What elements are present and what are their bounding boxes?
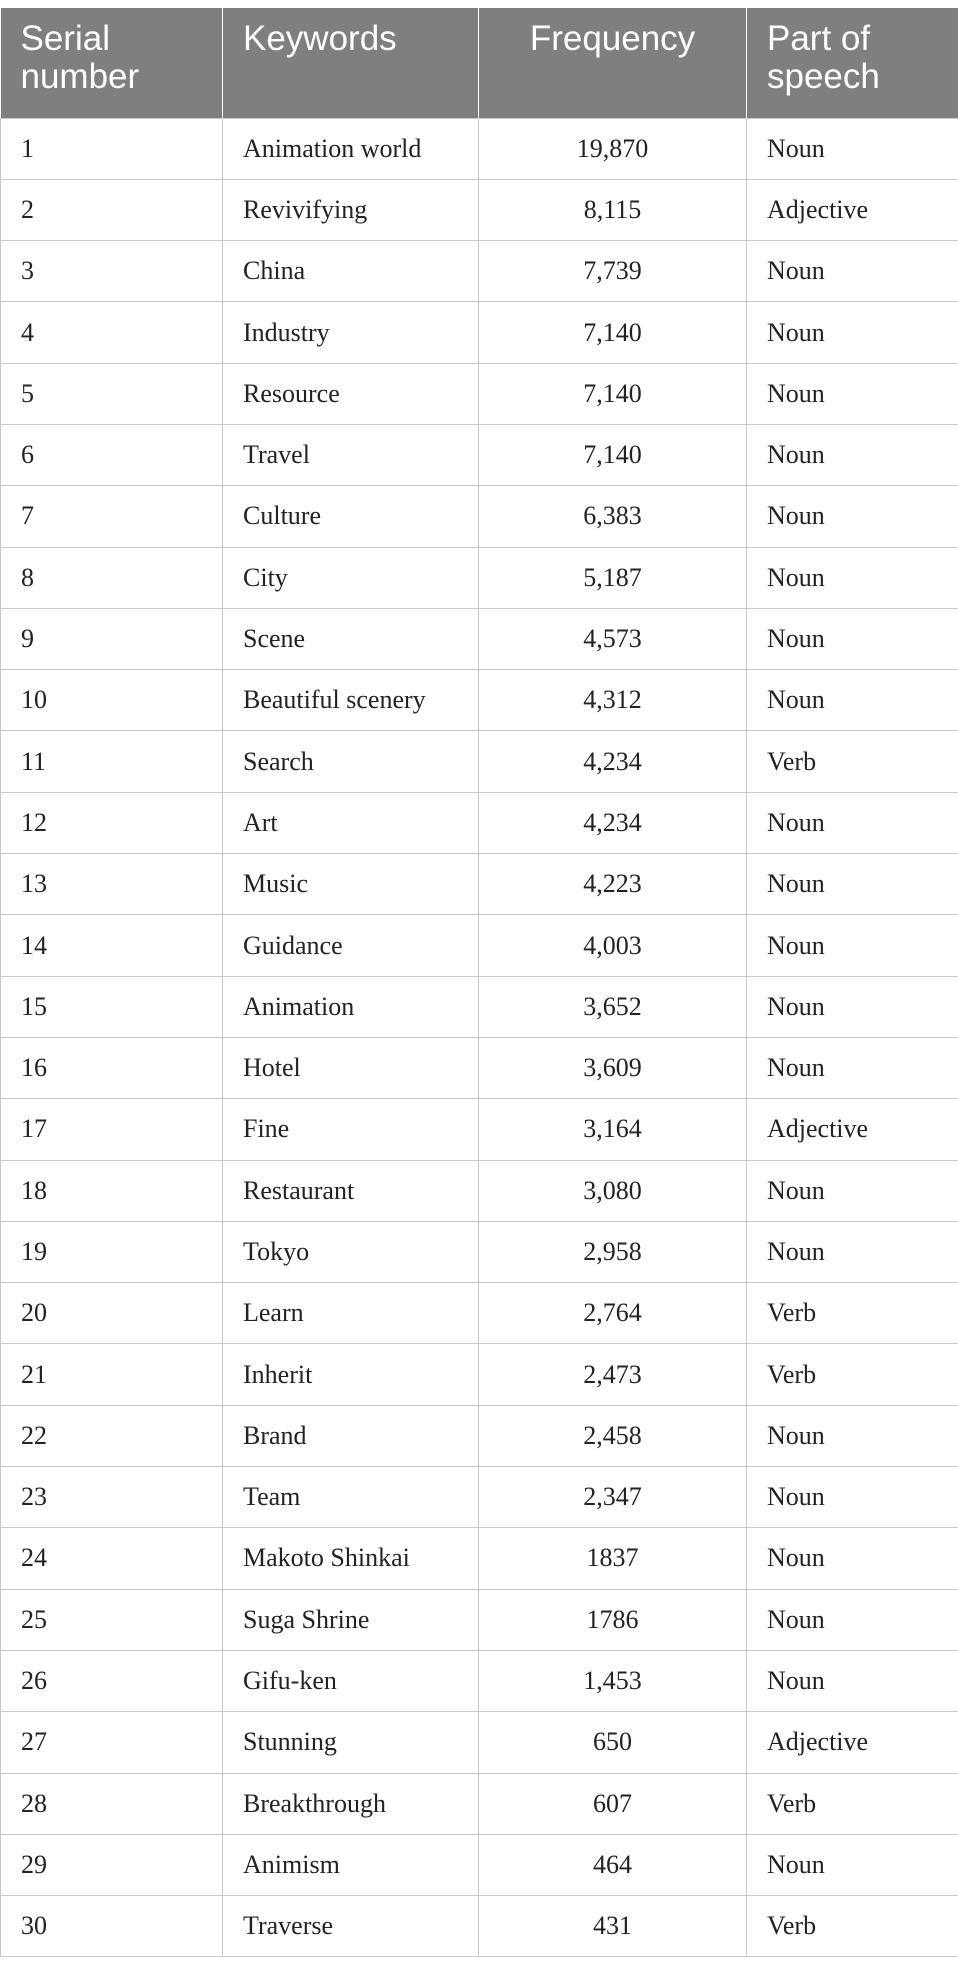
keyword-frequency-table [0, 8, 958, 1957]
table-row [1, 976, 958, 1037]
cell-keyword: City [223, 547, 479, 608]
cell-frequency: 3,652 [479, 976, 747, 1037]
cell-part-of-speech: Noun [747, 1528, 958, 1589]
cell-frequency: 4,003 [479, 915, 747, 976]
cell-frequency: 3,080 [479, 1160, 747, 1221]
cell-part-of-speech: Adjective [747, 179, 958, 240]
table-row [1, 1528, 958, 1589]
cell-frequency: 4,312 [479, 670, 747, 731]
cell-keyword: Brand [223, 1405, 479, 1466]
table-row [1, 792, 958, 853]
cell-part-of-speech: Adjective [747, 1099, 958, 1160]
cell-keyword: Traverse [223, 1896, 479, 1957]
cell-frequency: 19,870 [479, 118, 747, 179]
cell-part-of-speech: Noun [747, 976, 958, 1037]
cell-frequency: 2,764 [479, 1283, 747, 1344]
cell-frequency: 4,223 [479, 854, 747, 915]
cell-serial-number: 21 [1, 1344, 223, 1405]
cell-part-of-speech: Noun [747, 915, 958, 976]
cell-frequency: 464 [479, 1834, 747, 1895]
cell-serial-number: 14 [1, 915, 223, 976]
cell-keyword: Culture [223, 486, 479, 547]
cell-keyword: China [223, 241, 479, 302]
cell-keyword: Team [223, 1467, 479, 1528]
cell-serial-number: 7 [1, 486, 223, 547]
cell-frequency: 5,187 [479, 547, 747, 608]
cell-frequency: 4,234 [479, 731, 747, 792]
cell-keyword: Restaurant [223, 1160, 479, 1221]
cell-serial-number: 10 [1, 670, 223, 731]
cell-keyword: Beautiful scenery [223, 670, 479, 731]
cell-serial-number: 12 [1, 792, 223, 853]
cell-part-of-speech: Noun [747, 1405, 958, 1466]
table-row [1, 608, 958, 669]
cell-serial-number: 13 [1, 854, 223, 915]
cell-frequency: 1786 [479, 1589, 747, 1650]
cell-keyword: Inherit [223, 1344, 479, 1405]
header-part-of-speech: Part of speech [747, 8, 958, 118]
cell-serial-number: 1 [1, 118, 223, 179]
table-header [1, 8, 958, 118]
table-body [1, 118, 958, 1957]
cell-keyword: Resource [223, 363, 479, 424]
cell-part-of-speech: Noun [747, 302, 958, 363]
cell-part-of-speech: Noun [747, 424, 958, 485]
table-row [1, 1467, 958, 1528]
cell-part-of-speech: Verb [747, 731, 958, 792]
cell-frequency: 2,347 [479, 1467, 747, 1528]
cell-part-of-speech: Verb [747, 1896, 958, 1957]
cell-keyword: Gifu-ken [223, 1650, 479, 1711]
cell-frequency: 7,140 [479, 363, 747, 424]
cell-part-of-speech: Noun [747, 1221, 958, 1282]
cell-part-of-speech: Noun [747, 1834, 958, 1895]
cell-serial-number: 30 [1, 1896, 223, 1957]
cell-serial-number: 17 [1, 1099, 223, 1160]
cell-part-of-speech: Noun [747, 608, 958, 669]
cell-keyword: Music [223, 854, 479, 915]
table-row [1, 1405, 958, 1466]
cell-frequency: 7,739 [479, 241, 747, 302]
cell-part-of-speech: Noun [747, 1467, 958, 1528]
cell-keyword: Scene [223, 608, 479, 669]
cell-keyword: Art [223, 792, 479, 853]
cell-keyword: Suga Shrine [223, 1589, 479, 1650]
cell-keyword: Animation [223, 976, 479, 1037]
cell-keyword: Hotel [223, 1037, 479, 1098]
header-keywords: Keywords [223, 8, 479, 118]
cell-part-of-speech: Noun [747, 670, 958, 731]
cell-part-of-speech: Verb [747, 1344, 958, 1405]
cell-serial-number: 15 [1, 976, 223, 1037]
table-row [1, 302, 958, 363]
table-row [1, 915, 958, 976]
table-row [1, 1099, 958, 1160]
cell-serial-number: 5 [1, 363, 223, 424]
table-row [1, 1589, 958, 1650]
cell-part-of-speech: Noun [747, 1037, 958, 1098]
cell-frequency: 8,115 [479, 179, 747, 240]
keyword-frequency-table-container [0, 8, 958, 1957]
cell-keyword: Guidance [223, 915, 479, 976]
cell-serial-number: 29 [1, 1834, 223, 1895]
cell-part-of-speech: Noun [747, 241, 958, 302]
table-row [1, 547, 958, 608]
cell-part-of-speech: Noun [747, 547, 958, 608]
cell-serial-number: 28 [1, 1773, 223, 1834]
cell-serial-number: 11 [1, 731, 223, 792]
cell-part-of-speech: Noun [747, 1650, 958, 1711]
cell-keyword: Industry [223, 302, 479, 363]
cell-serial-number: 8 [1, 547, 223, 608]
table-row [1, 1344, 958, 1405]
cell-keyword: Tokyo [223, 1221, 479, 1282]
cell-keyword: Animation world [223, 118, 479, 179]
cell-part-of-speech: Noun [747, 486, 958, 547]
table-row [1, 424, 958, 485]
cell-serial-number: 27 [1, 1712, 223, 1773]
cell-frequency: 431 [479, 1896, 747, 1957]
cell-frequency: 3,164 [479, 1099, 747, 1160]
cell-frequency: 7,140 [479, 424, 747, 485]
table-row [1, 1283, 958, 1344]
cell-frequency: 2,958 [479, 1221, 747, 1282]
cell-serial-number: 2 [1, 179, 223, 240]
header-serial-number: Serial number [1, 8, 223, 118]
cell-keyword: Travel [223, 424, 479, 485]
cell-frequency: 7,140 [479, 302, 747, 363]
table-row [1, 486, 958, 547]
cell-frequency: 4,234 [479, 792, 747, 853]
cell-serial-number: 6 [1, 424, 223, 485]
cell-frequency: 2,473 [479, 1344, 747, 1405]
cell-serial-number: 22 [1, 1405, 223, 1466]
cell-serial-number: 16 [1, 1037, 223, 1098]
table-row [1, 854, 958, 915]
cell-keyword: Learn [223, 1283, 479, 1344]
cell-part-of-speech: Noun [747, 1160, 958, 1221]
cell-part-of-speech: Noun [747, 118, 958, 179]
cell-serial-number: 20 [1, 1283, 223, 1344]
cell-serial-number: 25 [1, 1589, 223, 1650]
cell-part-of-speech: Noun [747, 1589, 958, 1650]
cell-keyword: Search [223, 731, 479, 792]
cell-serial-number: 4 [1, 302, 223, 363]
table-row [1, 1037, 958, 1098]
cell-frequency: 3,609 [479, 1037, 747, 1098]
table-row [1, 731, 958, 792]
cell-serial-number: 26 [1, 1650, 223, 1711]
table-row [1, 363, 958, 424]
cell-part-of-speech: Adjective [747, 1712, 958, 1773]
cell-part-of-speech: Noun [747, 792, 958, 853]
cell-frequency: 4,573 [479, 608, 747, 669]
cell-frequency: 2,458 [479, 1405, 747, 1466]
cell-serial-number: 24 [1, 1528, 223, 1589]
header-frequency: Frequency [479, 8, 747, 118]
cell-keyword: Breakthrough [223, 1773, 479, 1834]
cell-serial-number: 3 [1, 241, 223, 302]
table-row [1, 1160, 958, 1221]
cell-frequency: 6,383 [479, 486, 747, 547]
table-row [1, 1650, 958, 1711]
table-row [1, 1712, 958, 1773]
table-row [1, 1773, 958, 1834]
table-row [1, 1221, 958, 1282]
cell-keyword: Animism [223, 1834, 479, 1895]
cell-serial-number: 19 [1, 1221, 223, 1282]
cell-keyword: Makoto Shinkai [223, 1528, 479, 1589]
cell-keyword: Stunning [223, 1712, 479, 1773]
cell-part-of-speech: Verb [747, 1773, 958, 1834]
cell-frequency: 1837 [479, 1528, 747, 1589]
table-row [1, 1834, 958, 1895]
cell-part-of-speech: Verb [747, 1283, 958, 1344]
cell-serial-number: 9 [1, 608, 223, 669]
table-row [1, 179, 958, 240]
cell-frequency: 650 [479, 1712, 747, 1773]
cell-serial-number: 23 [1, 1467, 223, 1528]
cell-keyword: Revivifying [223, 179, 479, 240]
cell-keyword: Fine [223, 1099, 479, 1160]
header-row [1, 8, 958, 118]
table-row [1, 118, 958, 179]
cell-serial-number: 18 [1, 1160, 223, 1221]
table-row [1, 1896, 958, 1957]
table-row [1, 241, 958, 302]
cell-frequency: 1,453 [479, 1650, 747, 1711]
cell-part-of-speech: Noun [747, 854, 958, 915]
cell-part-of-speech: Noun [747, 363, 958, 424]
table-row [1, 670, 958, 731]
cell-frequency: 607 [479, 1773, 747, 1834]
